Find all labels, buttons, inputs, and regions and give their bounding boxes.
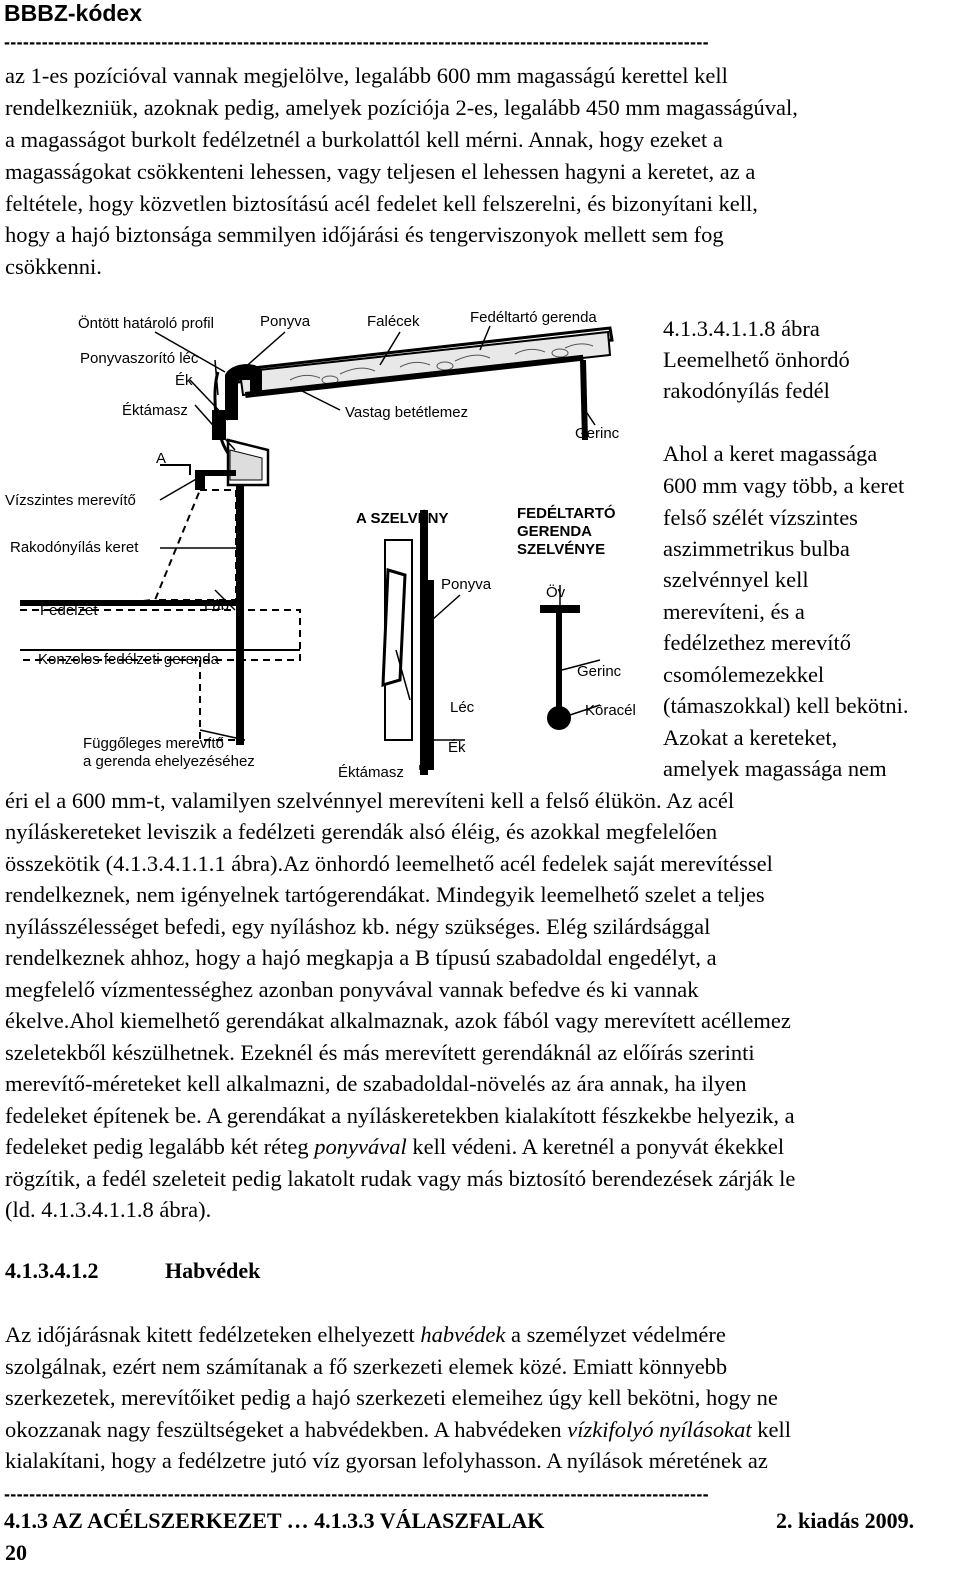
text-line: szeletekből készülhetnek. Ezeknél és más merevített gerendáknál az előírás szerinti [5, 1040, 755, 1065]
text-line: 600 mm vagy több, a keret [663, 473, 905, 498]
text-line: felső szélét vízszintes [663, 505, 858, 530]
text-line: feltétele, hogy közvetlen biztosítású acél fedelet kell felszerelni, és bizonyítani kell, [5, 191, 758, 216]
header-rule: ---------------------------------------------------------------------------------------------------------------- [4, 32, 709, 52]
text-line: nyílásszélességet befedi, egy nyíláshoz kb. négy szükséges. Elég szilárdsággal [5, 914, 711, 939]
text-line: szerkezetek, merevítőiket pedig a hajó szerkezeti elemeihez úgy kell bekötni, hogy ne [5, 1385, 778, 1410]
text-line: magasságokat csökkenteni lehessen, vagy teljesen el lehessen hagyni a keretet, az a [5, 159, 756, 184]
label-beam-section-1: FEDÉLTARTÓ [517, 505, 616, 522]
beam-flange [540, 605, 580, 613]
emphasis: vízkifolyó nyílásokat [567, 1417, 752, 1442]
label-round-bar: Köracél [585, 702, 636, 719]
label-batten: Léc [450, 699, 475, 716]
hatch-coaming [236, 485, 244, 745]
footer-chapter: 4.1.3 AZ ACÉLSZERKEZET … 4.1.3.3 VÁLASZFALAK [4, 1508, 545, 1533]
label-foot: Láb [204, 597, 230, 614]
beam-section-web [556, 613, 562, 711]
document-title: BBBZ-kódex [4, 0, 143, 26]
batten [212, 410, 226, 440]
text-line: a magasságot burkolt fedélzetnél a burkolattól kell mérni. Annak, hogy ezeket a [5, 127, 723, 152]
text-line: megfelelő vízmentességhez azonban ponyvával vannak befedve és ki vannak [5, 977, 699, 1002]
label-cleat-bottom: Éktámasz [338, 764, 404, 781]
figure-caption-title: Leemelhető önhordó [663, 347, 850, 372]
label-cast-boundary: Öntött határoló profil [78, 315, 214, 332]
label-thick-plate: Vastag betétlemez [345, 404, 469, 421]
text-line: összekötik (4.1.3.4.1.1.1 ábra).Az önhordó leemelhető acél fedelek saját merevítéssel [5, 851, 773, 876]
text-line: (támaszokkal) kell bekötni. [663, 693, 909, 718]
section-plate [420, 510, 428, 775]
text-line: rendelkezniük, azoknak pedig, amelyek pozíciója 2-es, legalább 450 mm magasságúval, [5, 95, 798, 120]
section-tarpaulin [428, 580, 434, 770]
footer-edition: 2. kiadás 2009. [776, 1508, 915, 1533]
text-line: éri el a 600 mm-t, valamilyen szelvénnyel merevíteni kell a felső élükön. Az acél [5, 788, 735, 813]
text-line: fedélzethez merevítő [663, 630, 852, 655]
section-a-detail [383, 510, 434, 775]
label-wedge-bottom: Ék [448, 739, 466, 756]
section-title: Habvédek [165, 1258, 261, 1283]
label-deck: Fedélzet [40, 602, 98, 619]
text-line: szolgálnak, ezért nem számítanak a fő szerkezeti elemek közé. Emiatt könnyebb [5, 1354, 728, 1379]
text-line: csökkenni. [5, 254, 102, 279]
text-line: szelvénnyel kell [663, 567, 809, 592]
text-line: hogy a hajó biztonsága semmilyen időjárási és tengerviszonyok mellett sem fog [5, 222, 724, 247]
footer [4, 1508, 954, 1534]
label-beam-section-2: GERENDA [517, 523, 593, 540]
label-batten-clamp: Ponyvaszorító léc [80, 350, 199, 367]
page-number: 20 [5, 1540, 27, 1565]
text-line: nyíláskereteket leviszik a fedélzeti gerendák alsó éléig, és azokkal megfelelően [5, 819, 718, 844]
text-line: kialakítani, hogy a fedélzetre jutó víz gyorsan lefolyhasson. A nyílások méretének az [5, 1448, 768, 1473]
text-line: aszimmetrikus bulba [663, 536, 850, 561]
text-line: merevítő-méreteket kell alkalmazni, de szabadoldal-növelés az ára annak, ha ilyen [5, 1071, 747, 1096]
text-line: Azokat a kereteket, [663, 725, 838, 750]
label-vertical-stiffener-2: a gerenda ehelyezéséhez [83, 753, 255, 770]
label-tarpaulin-top: Ponyva [260, 313, 311, 330]
text-line: Az időjárásnak kitett fedélzeteken elhelyezett habvédek a személyzet védelmére [5, 1322, 726, 1347]
section-heading [5, 1258, 261, 1284]
text-line: rendelkeznek ahhoz, hogy a hajó megkapja a B típusú szabadoldal engedélyt, a [5, 945, 717, 970]
figure-caption-number: 4.1.3.4.1.1.8 ábra [663, 316, 820, 341]
text-line: fedeleket pedig legalább két réteg ponyvával kell védeni. A keretnél a ponyvát ékekkel [5, 1134, 785, 1159]
vertical-stiffener [200, 660, 236, 740]
figure-caption-title: rakodónyílás fedél [663, 378, 830, 403]
label-beam-section-3: SZELVÉNYE [517, 541, 606, 558]
round-bar [547, 706, 571, 730]
label-cover-beam: Fedéltartó gerenda [470, 309, 597, 326]
text-line: Ahol a keret magassága [663, 441, 878, 466]
text-line: merevíteni, és a [663, 599, 805, 624]
label-tarpaulin-mid: Ponyva [441, 576, 492, 593]
text-line: az 1-es pozícióval vannak megjelölve, legalább 600 mm magasságú kerettel kell [5, 63, 728, 88]
label-wedge-top: Ék [175, 372, 193, 389]
hatch-cover-diagram [0, 300, 660, 790]
label-section-a: A SZELVÉNY [356, 510, 449, 527]
label-cantilever-beam: Konzolos fedélzeti gerenda [38, 651, 219, 668]
label-vertical-stiffener-1: Függőleges merevítő [83, 735, 224, 752]
emphasis: habvédek [420, 1322, 506, 1347]
footer-rule: ---------------------------------------------------------------------------------------------------------------- [4, 1484, 709, 1504]
label-web-top: Gerinc [575, 425, 620, 442]
emphasis: ponyvával [314, 1134, 407, 1159]
section-number: 4.1.3.4.1.2 [5, 1258, 99, 1283]
label-horizontal-stiffener: Vízszintes merevítő [5, 492, 136, 509]
label-a: A [156, 450, 167, 467]
text-line: rögzítik, a fedél szeleteit pedig lakatolt rudak vagy más biztosító berendezések zárják le [5, 1166, 796, 1191]
text-line: rendelkeznek, nem igényelnek tartógerendákat. Mindegyik leemelhető szelet a teljes [5, 882, 765, 907]
text-line: amelyek magassága nem [663, 756, 887, 781]
text-line: fedeleket építenek be. A gerendákat a nyíláskeretekben kialakított fészkekbe helyezik, a [5, 1103, 795, 1128]
text-line: csomólemezekkel [663, 662, 825, 687]
text-line: (ld. 4.1.3.4.1.1.8 ábra). [5, 1197, 212, 1222]
stay-bracket [155, 490, 236, 600]
label-web-bottom: Gerinc [577, 663, 622, 680]
text-line: okozzanak nagy feszültségeket a habvédekben. A habvédeken vízkifolyó nyílásokat kell [5, 1417, 791, 1442]
label-battens: Falécek [367, 313, 420, 330]
label-flange: Öv [546, 584, 566, 601]
label-cleat-top: Éktámasz [122, 402, 188, 419]
text-line: ékelve.Ahol kiemelhető gerendákat alkalmaznak, azok fából vagy merevített acéllemez [5, 1008, 791, 1033]
label-hatch-coaming: Rakodónyílás keret [10, 539, 139, 556]
